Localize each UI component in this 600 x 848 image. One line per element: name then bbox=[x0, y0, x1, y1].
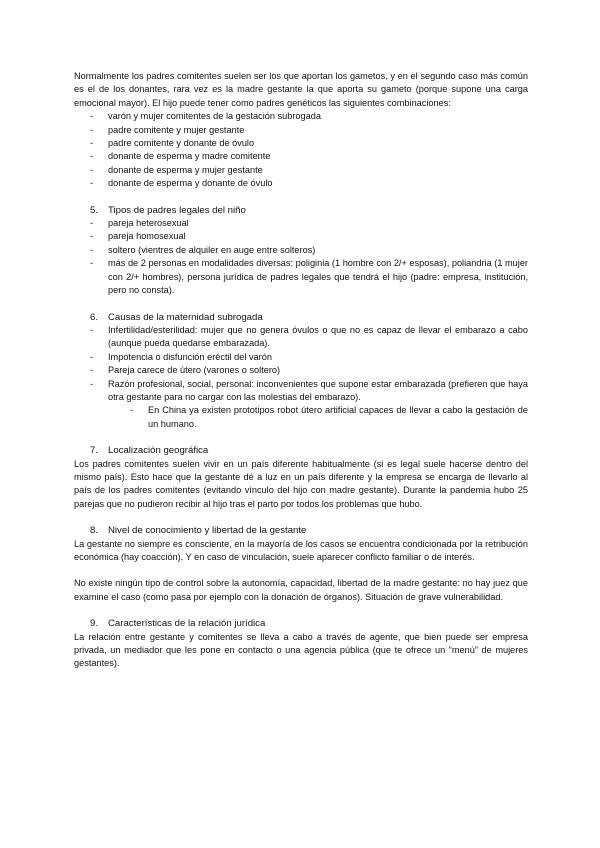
section-6-heading: 6. Causas de la maternidad subrogada bbox=[90, 311, 263, 323]
bullet-dash: - bbox=[90, 138, 94, 149]
section-7-paragraph: Los padres comitentes suelen vivir en un país diferente habitualmente (si es legal suele hacerse dentro del mismo país). Esto hace que la gestante dé a luz en un país diferente y la empresa se encarga de llevarlo al país de los padres comitentes (evitando vínculo del hijo con madre gestante). Durante la pandemia hubo 25 parejas que no pudieron recibir al hijo tras el parto por todos los problemas que hubo. bbox=[74, 458, 528, 509]
bullet-dash: - bbox=[90, 151, 94, 162]
bullet-dash: - bbox=[90, 351, 94, 362]
causes-list bbox=[74, 324, 528, 404]
section-8-paragraph-1: La gestante no siempre es consciente, en la mayoría de los casos se encuentra condicionada por la retribución económica (hay coacción). Y en caso de vinculación, suele aparecer conflicto familiar o de interés. bbox=[74, 538, 528, 562]
list-item: - padre comitente y mujer gestante bbox=[74, 124, 528, 137]
bullet-dash: - bbox=[90, 111, 94, 122]
list-item: - donante de esperma y donante de óvulo bbox=[74, 177, 528, 190]
list-item: - Infertilidad/esterilidad: mujer que no genera óvulos o que no es capaz de llevar el embarazo a cabo (aunque pueda quedarse embarazada). bbox=[90, 324, 528, 349]
section-8-heading: 8. Nivel de conocimiento y libertad de la gestante bbox=[90, 525, 307, 537]
section-9-paragraph: La relación entre gestante y comitentes se lleva a cabo a través de agente, que bien puede ser empresa privada, un mediador que les pone en contacto o una agencia pública (que te ofrece un “menú” de mujeres gestantes). bbox=[74, 631, 528, 669]
bullet-dash: - bbox=[90, 258, 94, 269]
bullet-dash: - bbox=[90, 164, 94, 175]
bullet-dash: - bbox=[130, 405, 134, 416]
list-item: - más de 2 personas en modalidades diversas: poliginia (1 hombre con 2/+ esposas), poliandria (1 mujer con 2/+ hombres), persona jurídica de padres legales que tendrá el hijo (padre: empresa, institución, pero no consta). bbox=[90, 258, 528, 296]
bullet-dash: - bbox=[90, 244, 94, 255]
bullet-dash: - bbox=[90, 178, 94, 189]
list-item: - Impotencia o disfunción eréctil del varón bbox=[74, 351, 528, 364]
bullet-dash: - bbox=[90, 365, 94, 376]
intro-paragraph: Normalmente los padres comitentes suelen ser los que aportan los gametos, y en el segundo caso más común es el de los donantes, rara vez es la madre gestante la que aporta su gameto (porque supone una carga emocional mayor). El hijo puede tener como padres genéticos las siguientes combinaciones: bbox=[74, 71, 528, 108]
list-item: - varón y mujer comitentes de la gestación subrogada bbox=[74, 110, 528, 123]
list-item: - pareja homosexual bbox=[74, 230, 528, 243]
section-8-paragraph-2: No existe ningún tipo de control sobre la autonomía, capacidad, libertad de la madre gestante: no hay juez que examine el caso (como pasa por ejemplo con la donación de órganos). Situación de grave vulnerabilidad. bbox=[74, 578, 528, 602]
list-item: - pareja heterosexual bbox=[74, 217, 528, 230]
list-item: - Razón profesional, social, personal: inconvenientes que supone estar embarazada (prefieren que haya otra gestante para no cargar con las molestias del embarazo). bbox=[90, 378, 528, 402]
list-subitem: - En China ya existen prototipos robot útero artificial capaces de llevar a cabo la gestación de un humano. bbox=[130, 405, 528, 429]
list-item: - Pareja carece de útero (varones o soltero) bbox=[74, 364, 528, 377]
bullet-dash: - bbox=[90, 124, 94, 135]
list-item: - donante de esperma y mujer gestante bbox=[74, 164, 528, 177]
bullet-dash: - bbox=[90, 218, 94, 229]
list-item: - donante de esperma y madre comitente bbox=[74, 150, 528, 163]
bullet-dash: - bbox=[90, 231, 94, 242]
list-item: - soltero (vientres de alquiler en auge entre solteros) bbox=[74, 244, 528, 257]
causes-sublist bbox=[74, 404, 528, 431]
legal-parents-list bbox=[74, 217, 528, 297]
section-9-heading: 9. Características de la relación jurídica bbox=[90, 618, 266, 630]
genetic-combinations-list bbox=[74, 110, 528, 190]
section-7-heading: 7. Localización geográfica bbox=[90, 445, 209, 457]
list-item: - padre comitente y donante de óvulo bbox=[74, 137, 528, 150]
document-page bbox=[74, 70, 528, 671]
section-5-heading: 5. Tipos de padres legales del niño bbox=[90, 204, 246, 216]
bullet-dash: - bbox=[90, 378, 94, 389]
bullet-dash: - bbox=[90, 324, 94, 335]
